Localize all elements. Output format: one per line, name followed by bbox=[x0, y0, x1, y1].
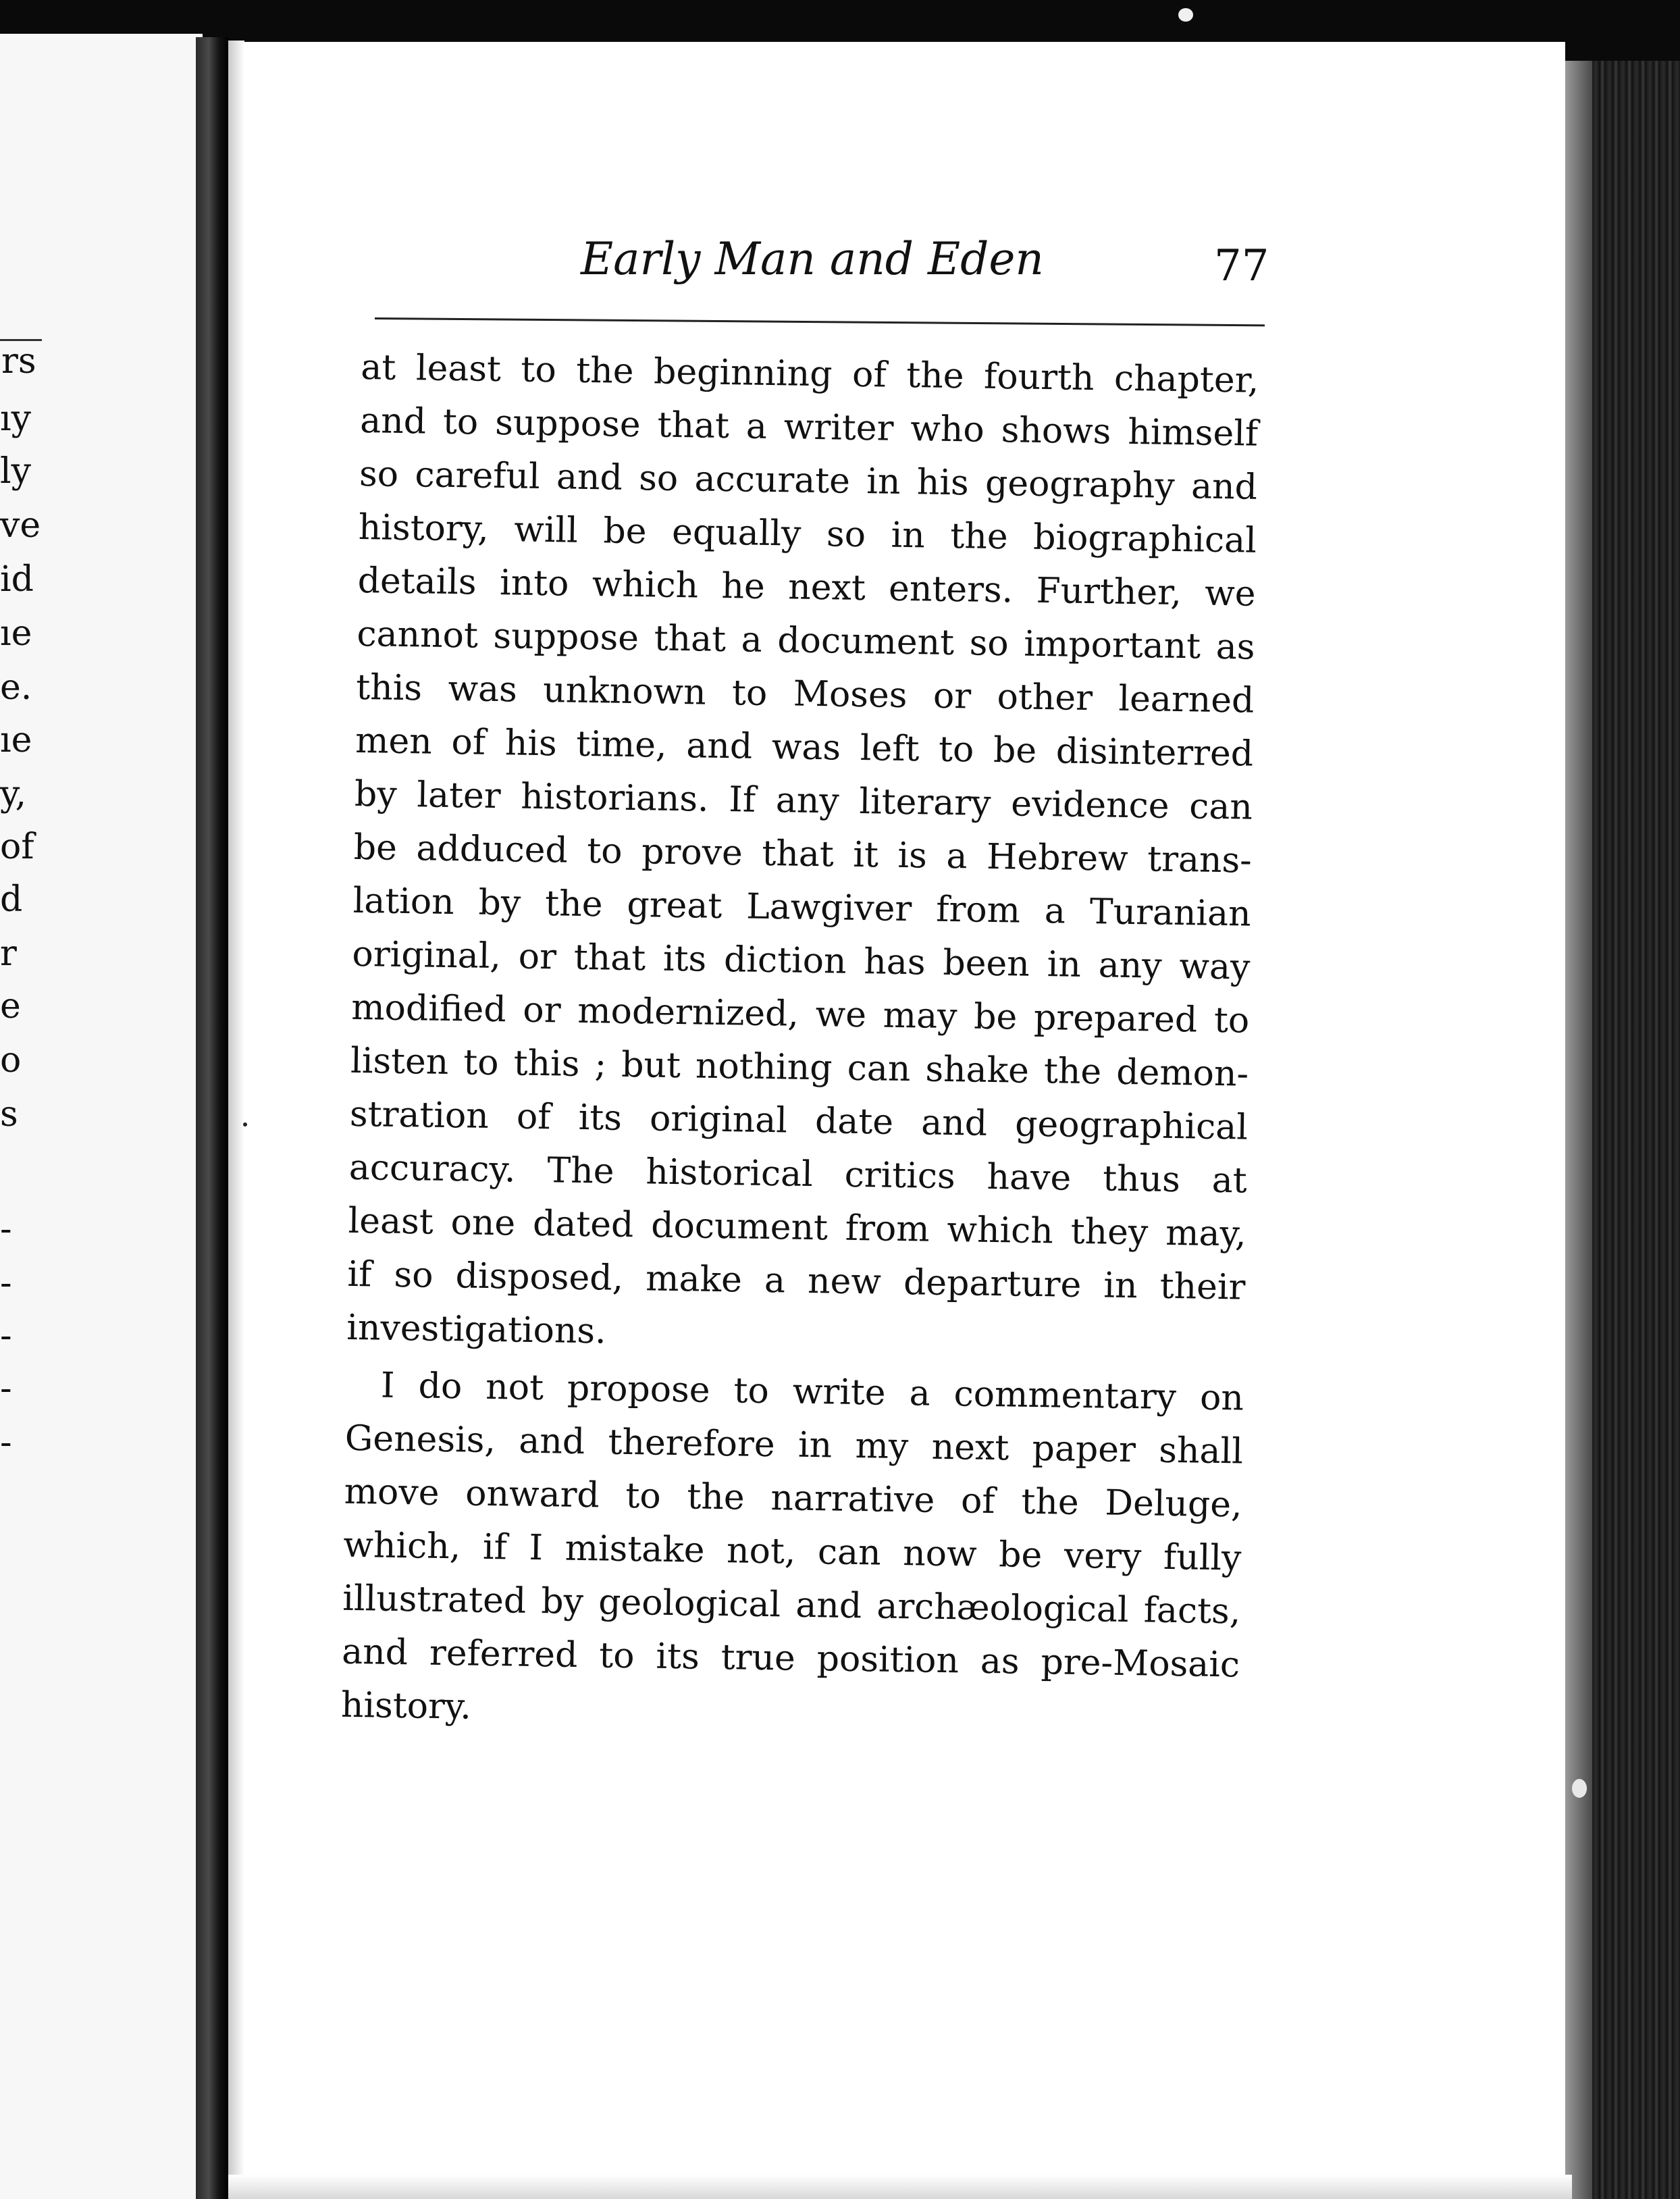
text-line: Genesis, and therefore in my next paper shall bbox=[344, 1418, 1244, 1472]
facing-page-fragment: ly bbox=[0, 451, 32, 492]
book-gutter bbox=[196, 37, 228, 2199]
page-number: 77 bbox=[1214, 241, 1269, 291]
text-line: least one dated document from which they may, bbox=[348, 1200, 1246, 1255]
facing-page-fragment: - bbox=[0, 1422, 12, 1463]
text-line: this was unknown to Moses or other learned bbox=[355, 667, 1255, 721]
running-title: Early Man and Eden bbox=[581, 233, 1044, 285]
text-line: investigations. bbox=[346, 1307, 607, 1352]
scan-speck bbox=[1178, 8, 1193, 22]
header-rule bbox=[375, 317, 1265, 326]
facing-page-fragment: ıy bbox=[0, 398, 32, 439]
facing-page-fragment: - bbox=[0, 1263, 12, 1303]
text-line: modified or modernized, we may be prepared to bbox=[350, 987, 1250, 1041]
facing-page-fragment: ve bbox=[0, 505, 41, 546]
text-line: history, will be equally so in the biographical bbox=[358, 507, 1257, 561]
text-line: be adduced to prove that it is a Hebrew trans- bbox=[353, 827, 1253, 881]
text-line: men of his time, and was left to be disinterred bbox=[355, 720, 1254, 775]
facing-page-fragment: o bbox=[0, 1040, 22, 1081]
facing-page-fragment: r bbox=[0, 933, 17, 974]
page-edge-shadow bbox=[1565, 61, 1592, 2199]
body-text bbox=[340, 341, 1259, 1746]
facing-page-fragment: d bbox=[0, 879, 23, 920]
facing-page-fragment: e. bbox=[0, 667, 32, 708]
text-line: details into which he next enters. Further, we bbox=[357, 560, 1257, 615]
top-dark-margin bbox=[0, 0, 1680, 42]
facing-page-fragment: ıe bbox=[0, 613, 32, 654]
facing-page-fragment: - bbox=[0, 1209, 12, 1249]
text-line: original, or that its diction has been in any way bbox=[352, 933, 1251, 988]
facing-page-fragment: id bbox=[0, 559, 34, 600]
facing-page-fragment: of bbox=[0, 827, 34, 867]
running-head bbox=[365, 233, 1269, 301]
text-line: at least to the beginning of the fourth chapter, bbox=[360, 346, 1259, 401]
text-line: by later historians. If any literary evidence can bbox=[354, 773, 1253, 828]
text-line: I do not propose to write a commentary on bbox=[380, 1365, 1244, 1419]
scan-speck bbox=[1572, 1779, 1587, 1798]
gutter-shadow bbox=[228, 41, 244, 2199]
text-line: and to suppose that a writer who shows himself bbox=[359, 400, 1259, 455]
paragraph bbox=[346, 341, 1259, 1368]
text-line: cannot suppose that a document so important as bbox=[357, 613, 1255, 668]
text-line: illustrated by geological and archæological facts, bbox=[342, 1578, 1241, 1632]
facing-page-fragment: s bbox=[0, 1094, 18, 1135]
text-line: move onward to the narrative of the Deluge, bbox=[344, 1471, 1243, 1526]
facing-page-fragment: ıe bbox=[0, 720, 32, 760]
facing-page-fragment: y, bbox=[0, 774, 26, 814]
text-line: so careful and so accurate in his geography and bbox=[359, 453, 1258, 508]
text-line: accuracy. The historical critics have thus at bbox=[348, 1147, 1248, 1201]
facing-page-fragment: rs bbox=[1, 341, 36, 382]
facing-page-fragment: - bbox=[0, 1316, 12, 1356]
bottom-page-shadow bbox=[228, 2175, 1572, 2199]
facing-page-fragment: - bbox=[0, 1368, 12, 1409]
paragraph bbox=[340, 1359, 1244, 1746]
text-line: lation by the great Lawgiver from a Turanian bbox=[352, 880, 1252, 935]
scan-speck bbox=[243, 1122, 247, 1127]
text-line: listen to this ; but nothing can shake the demon- bbox=[350, 1040, 1249, 1095]
text-line: stration of its original date and geographical bbox=[349, 1093, 1249, 1148]
text-line: and referred to its true position as pre-Mosaic bbox=[341, 1631, 1240, 1686]
text-line: history. bbox=[340, 1684, 472, 1728]
text-line: if so disposed, make a new departure in their bbox=[347, 1253, 1246, 1308]
facing-page-fragment: e bbox=[0, 986, 21, 1027]
text-line: which, if I mistake not, can now be very fully bbox=[343, 1524, 1242, 1579]
